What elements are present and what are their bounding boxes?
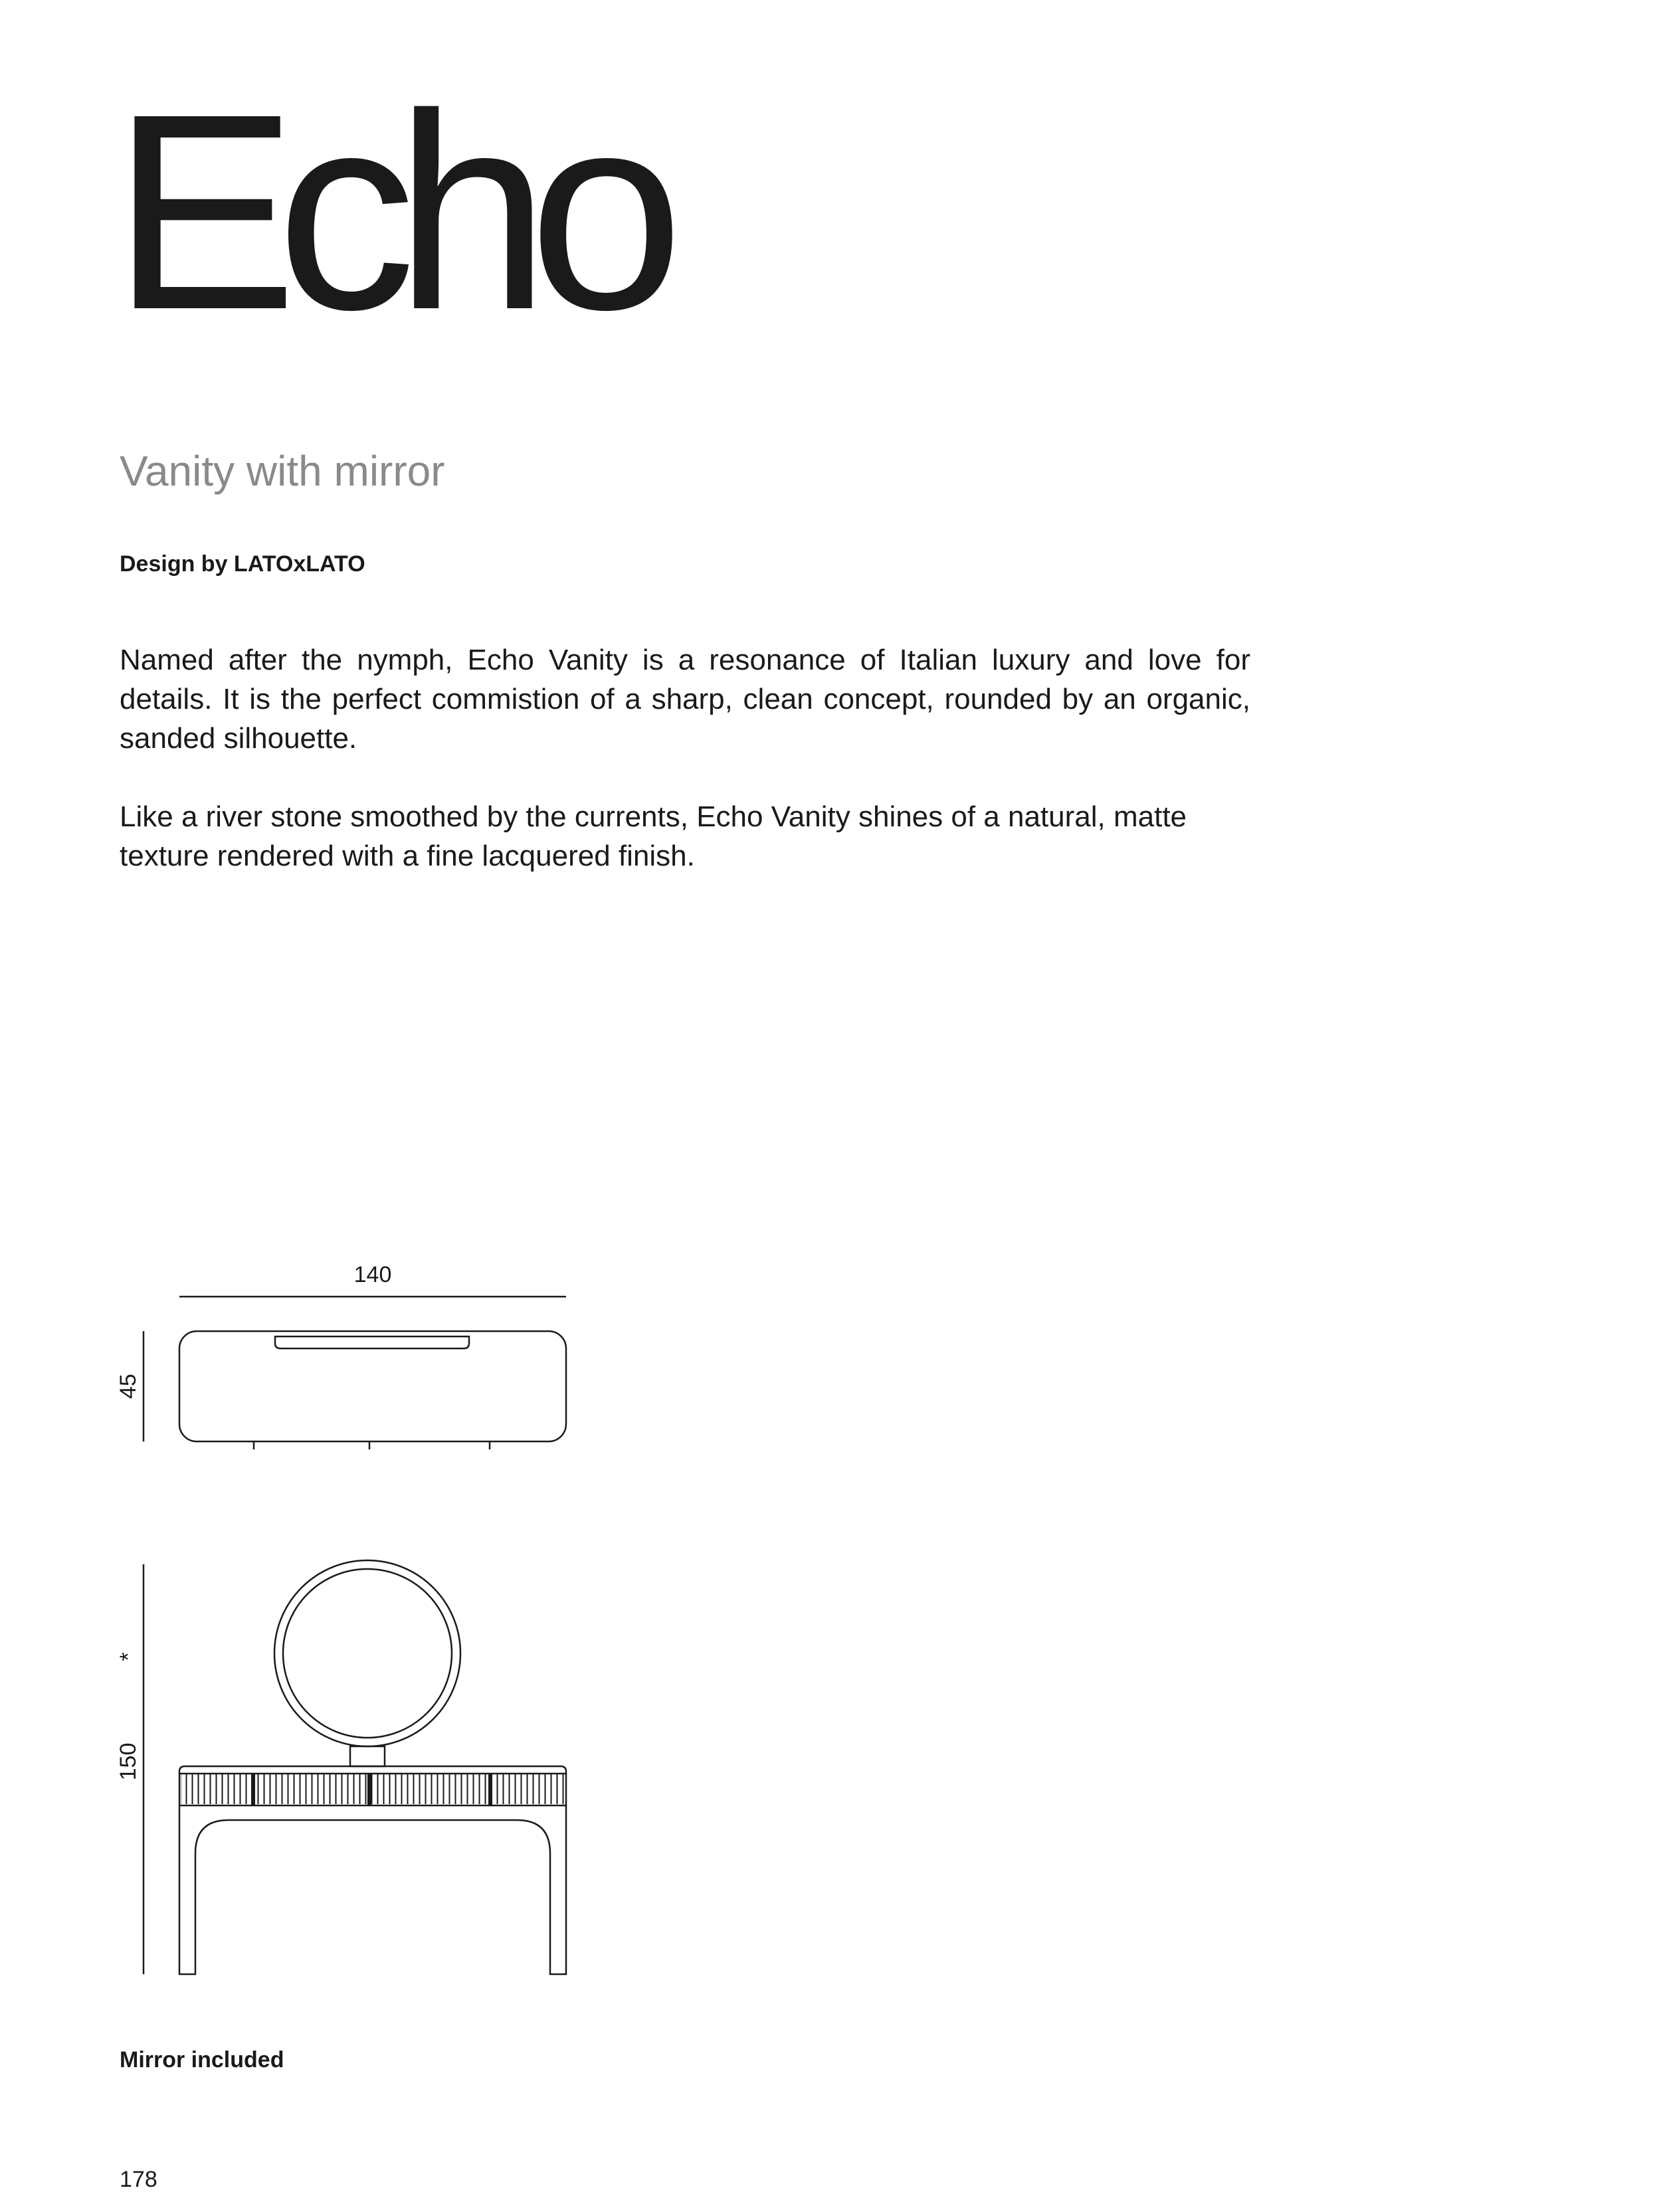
vanity-legs: [179, 1805, 566, 1974]
depth-dimension-label: 45: [116, 1374, 141, 1399]
designer-credit: Design by LATOxLATO: [120, 551, 365, 577]
description-paragraph-2: Like a river stone smoothed by the currents, Echo Vanity shines of a natural, matte texture rendered with a fine lacquered finish.: [120, 800, 1187, 872]
width-dimension-label: 140: [353, 1262, 392, 1287]
top-view-drawing: [116, 1262, 566, 1449]
height-dimension-note: *: [116, 1652, 141, 1661]
drawer-divider-2: [367, 1774, 371, 1805]
product-title: Echo: [112, 56, 663, 368]
top-view-handle: [275, 1336, 469, 1348]
description-paragraph-1: Named after the nymph, Echo Vanity is a resonance of Italian luxury and love for details. It is the perfect commistion of a sharp, clean concept, rounded by an organic, sanded silhouette.: [120, 644, 1250, 755]
height-dimension-label: 150: [116, 1742, 141, 1781]
drawer-divider-3: [488, 1774, 492, 1805]
mirror-stem: [350, 1746, 385, 1766]
drawer-front: [181, 1774, 565, 1804]
mirror-glass: [283, 1569, 452, 1738]
mirror-included-note: Mirror included: [120, 2047, 284, 2073]
front-view-drawing: [116, 1560, 566, 1974]
drawer-divider-1: [251, 1774, 255, 1805]
page-number: 178: [120, 2167, 157, 2192]
product-subtitle: Vanity with mirror: [120, 447, 445, 495]
mirror-frame-outer: [274, 1560, 460, 1746]
technical-drawing: [100, 1249, 605, 1993]
